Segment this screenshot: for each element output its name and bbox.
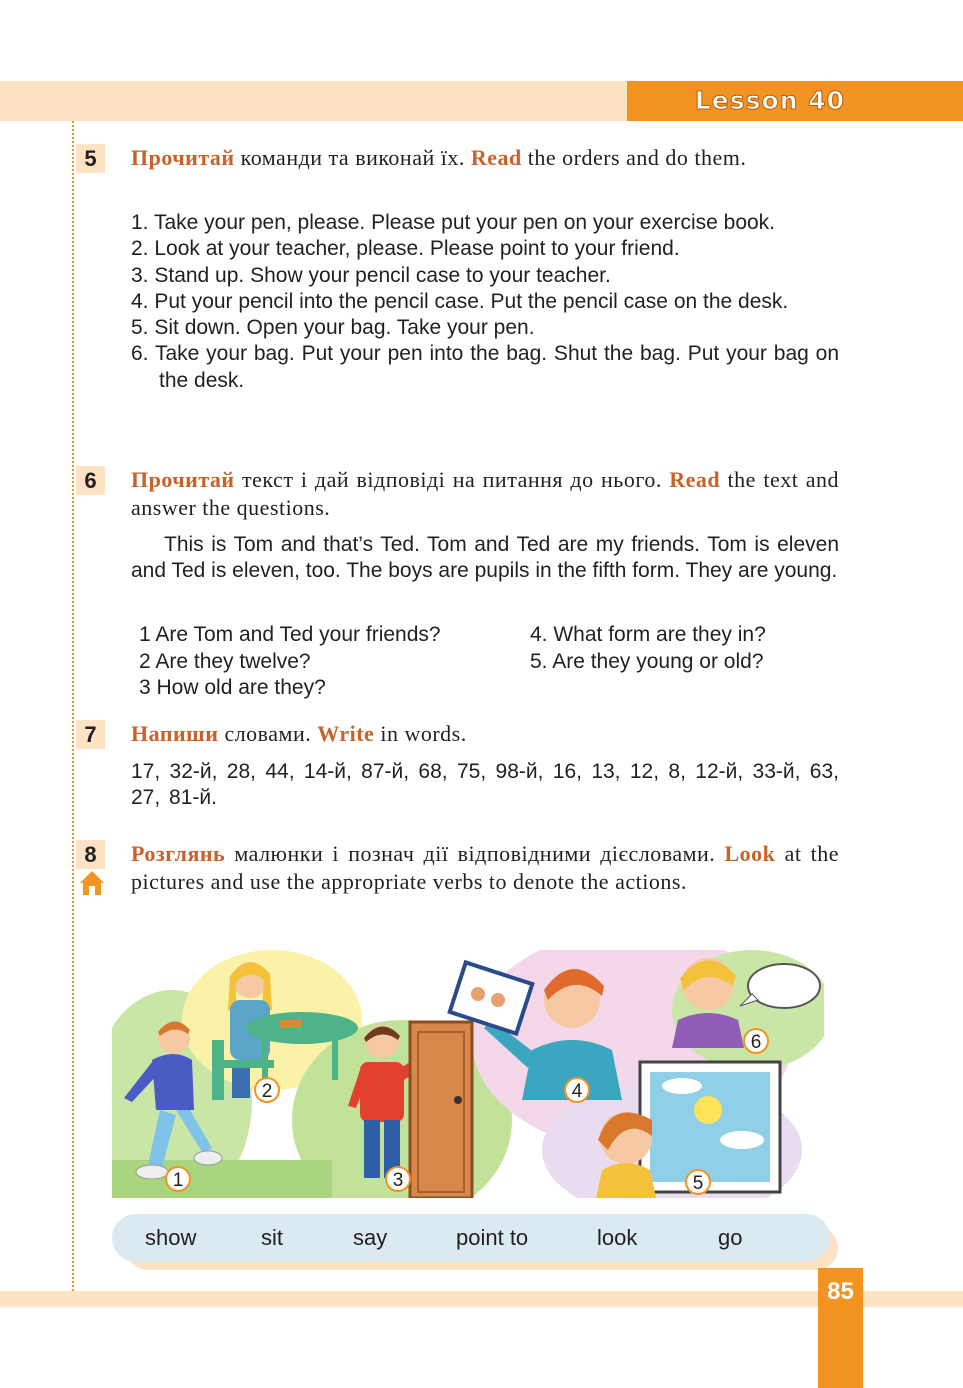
margin-dotted-line xyxy=(72,121,74,1291)
exercise-7-instruction xyxy=(131,720,839,748)
word-point-to: point to xyxy=(456,1225,529,1250)
instr-ua-bold: Прочитай xyxy=(131,145,235,170)
svg-text:6: 6 xyxy=(750,1032,762,1053)
svg-text:3: 3 xyxy=(392,1170,404,1191)
instr-ua: команди та виконай їх. xyxy=(234,145,471,170)
word-go: go xyxy=(718,1225,743,1250)
list-item: 2. Look at your teacher, please. Please point to your friend. xyxy=(131,237,680,261)
list-item: 1. Take your pen, please. Please put your pen on your exercise book. xyxy=(131,211,776,234)
svg-text:2: 2 xyxy=(261,1081,273,1102)
instr-en-bold: Read xyxy=(669,467,721,492)
word-sit: sit xyxy=(261,1225,283,1250)
exercise-5-instruction xyxy=(131,144,839,172)
picture-label-1 xyxy=(166,1167,190,1191)
question-left-1: 1 Are Tom and Ted your friends? xyxy=(139,623,441,646)
svg-text:5: 5 xyxy=(692,1173,704,1194)
instr-en: in words. xyxy=(374,721,467,746)
picture-label-2 xyxy=(255,1078,279,1102)
actions-illustration xyxy=(112,950,824,1198)
instr-ua-bold: Прочитай xyxy=(131,467,235,492)
question-left-3: 3 How old are they? xyxy=(139,676,326,699)
instr-ua-bold: Напиши xyxy=(131,721,219,746)
instr-en: the orders and do them. xyxy=(521,145,747,170)
instr-en-bold: Read xyxy=(470,145,522,170)
list-item: 4. Put your pencil into the pencil case. Put the pencil case on the desk. xyxy=(131,289,789,313)
picture-label-3 xyxy=(386,1167,410,1191)
list-item: 3. Stand up. Show your pencil case to your teacher. xyxy=(131,263,611,287)
word-say: say xyxy=(353,1225,388,1250)
exercise-8-instruction xyxy=(131,840,839,896)
home-icon xyxy=(79,870,105,896)
instr-en: the text and answer the questions. xyxy=(131,467,839,520)
exercise-7-numbers: 17, 32-й, 28, 44, 14-й, 87-й, 68, 75, 98-й, 16, 13, 12, 8, 12-й, 33-й, 63, 27, 81-й. xyxy=(131,760,839,810)
word-look: look xyxy=(597,1225,638,1250)
instr-ua: малюнки і познач дії відповідними дієсловами. xyxy=(225,841,725,866)
lesson-title: Lesson 40 xyxy=(694,86,845,115)
instr-ua: текст і дай відповіді на питання до нього. xyxy=(234,467,670,492)
instr-ua: словами. xyxy=(218,721,318,746)
svg-text:4: 4 xyxy=(571,1081,583,1102)
exercise-6-text: This is Tom and that’s Ted. Tom and Ted are my friends. Tom is eleven and Ted is eleven, too. The boys are pupils in the fifth form. They are young. xyxy=(131,533,839,583)
question-right-4: 4. What form are they in? xyxy=(530,623,766,646)
question-right-5: 5. Are they young or old? xyxy=(530,650,764,673)
exercise-5-number: 5 xyxy=(76,144,105,173)
word-show: show xyxy=(145,1225,197,1250)
list-item: 6. Take your bag. Put your pen into the bag. Shut the bag. Put your bag on the desk. xyxy=(131,342,839,392)
instr-en-bold: Look xyxy=(724,841,776,866)
page-number: 85 xyxy=(827,1278,854,1305)
instr-ua-bold: Розглянь xyxy=(131,841,226,866)
exercise-5-list xyxy=(131,210,839,394)
instr-en: at the pictures and use the appropriate verbs to denote the actions. xyxy=(131,841,839,894)
exercise-7-number: 7 xyxy=(76,720,105,749)
exercise-6-instruction xyxy=(131,466,839,522)
list-item: 5. Sit down. Open your bag. Take your pen. xyxy=(131,316,535,340)
picture-label-4 xyxy=(565,1078,589,1102)
exercise-8-number: 8 xyxy=(76,840,105,869)
svg-text:1: 1 xyxy=(172,1170,184,1191)
instr-en-bold: Write xyxy=(317,721,375,746)
picture-label-5 xyxy=(686,1170,710,1194)
exercise-6-number: 6 xyxy=(76,466,105,495)
picture-label-6 xyxy=(744,1029,768,1053)
question-left-2: 2 Are they twelve? xyxy=(139,650,311,673)
